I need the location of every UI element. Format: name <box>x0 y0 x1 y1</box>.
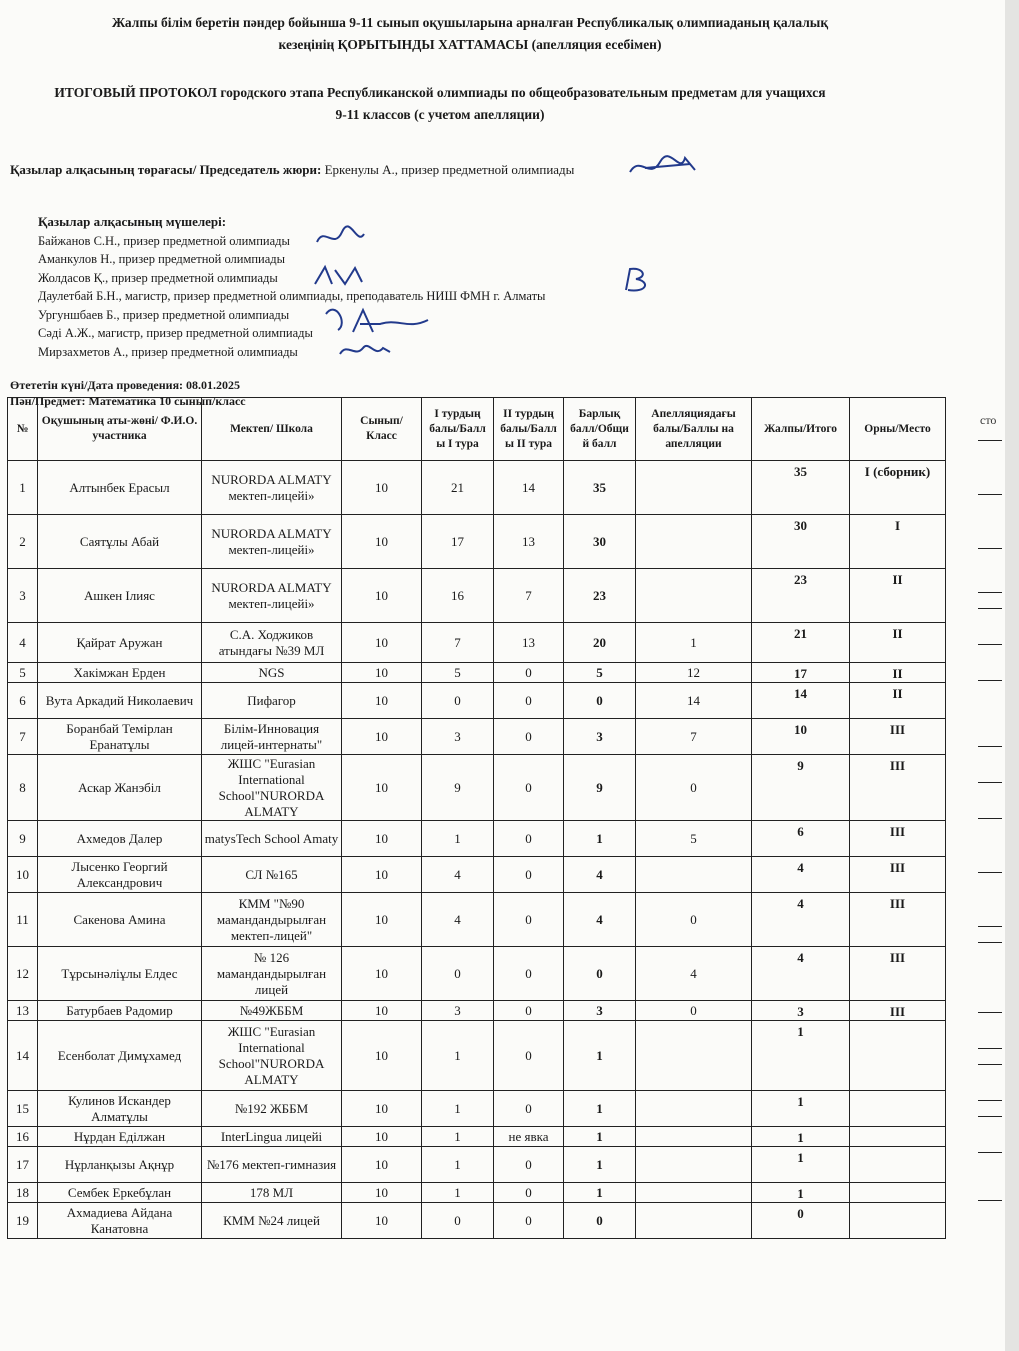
tour1-score: 1 <box>422 821 494 857</box>
participant-name: Сембек Еркебұлан <box>38 1183 202 1203</box>
tour2-score: 0 <box>494 947 564 1001</box>
table-row <box>8 821 946 857</box>
col-header: Сынып/ Класс <box>342 398 422 461</box>
class: 10 <box>342 515 422 569</box>
total-score: 1 <box>564 821 636 857</box>
table-row <box>8 947 946 1001</box>
total-score: 1 <box>564 1127 636 1147</box>
place: II <box>850 623 946 663</box>
total-score: 3 <box>564 719 636 755</box>
total-score: 1 <box>564 1091 636 1127</box>
tour2-score: 13 <box>494 623 564 663</box>
class: 10 <box>342 569 422 623</box>
appeal-score: 14 <box>636 683 752 719</box>
tour1-score: 7 <box>422 623 494 663</box>
tour1-score: 16 <box>422 569 494 623</box>
tour1-score: 4 <box>422 893 494 947</box>
col-header: Жалпы/Итого <box>752 398 850 461</box>
table-row <box>8 515 946 569</box>
jury-members <box>38 213 545 361</box>
participant-name: Ашкен Ілияс <box>38 569 202 623</box>
place <box>850 1021 946 1091</box>
row-number: 13 <box>8 1001 38 1021</box>
jury-member: Жолдасов Қ., призер предметной олимпиады <box>38 270 278 285</box>
tour1-score: 1 <box>422 1021 494 1091</box>
final-total: 1 <box>752 1127 850 1147</box>
row-number: 2 <box>8 515 38 569</box>
date: Өтететін күні/Дата проведения: 08.01.2025 <box>10 378 241 392</box>
jury-member: Сәді А.Ж., магистр, призер предметной олимпиады <box>38 326 313 340</box>
tour2-score: не явка <box>494 1127 564 1147</box>
school-name: № 126 мамандандырылған лицей <box>202 947 342 1001</box>
final-total: 1 <box>752 1021 850 1091</box>
row-number: 4 <box>8 623 38 663</box>
row-number: 11 <box>8 893 38 947</box>
participant-name: Нұрланқызы Ақнұр <box>38 1147 202 1183</box>
tour1-score: 17 <box>422 515 494 569</box>
place: III <box>850 1001 946 1021</box>
tour1-score: 1 <box>422 1183 494 1203</box>
subject: Пән/Предмет: Математика 10 сынып/класс <box>10 394 246 408</box>
table-row <box>8 461 946 515</box>
place: II <box>850 569 946 623</box>
appeal-score: 5 <box>636 821 752 857</box>
total-score: 1 <box>564 1021 636 1091</box>
school-name: №192 ЖББМ <box>202 1091 342 1127</box>
final-total: 6 <box>752 821 850 857</box>
school-name: Пифагор <box>202 683 342 719</box>
row-number: 3 <box>8 569 38 623</box>
participant-name: Батурбаев Радомир <box>38 1001 202 1021</box>
total-score: 4 <box>564 893 636 947</box>
place <box>850 1127 946 1147</box>
school-name: №176 мектеп-гимназия <box>202 1147 342 1183</box>
row-number: 17 <box>8 1147 38 1183</box>
participant-name: Боранбай Темірлан Еранатұлы <box>38 719 202 755</box>
tour2-score: 13 <box>494 515 564 569</box>
tour2-score: 0 <box>494 1147 564 1183</box>
tour2-score: 0 <box>494 1021 564 1091</box>
place <box>850 1147 946 1183</box>
tour2-score: 0 <box>494 719 564 755</box>
total-score: 35 <box>564 461 636 515</box>
appeal-score <box>636 1021 752 1091</box>
appeal-score <box>636 1091 752 1127</box>
table-row <box>8 663 946 683</box>
final-total: 23 <box>752 569 850 623</box>
appeal-score <box>636 1203 752 1239</box>
row-number: 5 <box>8 663 38 683</box>
total-score: 0 <box>564 1203 636 1239</box>
col-header: Оқушының аты-жөні/ Ф.И.О. участника <box>38 398 202 461</box>
place: I <box>850 515 946 569</box>
class: 10 <box>342 1127 422 1147</box>
table-header-row <box>8 398 946 461</box>
col-header: І турдың балы/Балл ы І тура <box>422 398 494 461</box>
school-name: СЛ №165 <box>202 857 342 893</box>
header-ru <box>0 82 880 126</box>
jury-member: Байжанов С.Н., призер предметной олимпиады <box>38 233 290 248</box>
class: 10 <box>342 683 422 719</box>
tour1-score: 3 <box>422 719 494 755</box>
school-name: КММ №24 лицей <box>202 1203 342 1239</box>
place: III <box>850 719 946 755</box>
member-signature <box>335 336 395 362</box>
participant-name: Сакенова Амина <box>38 893 202 947</box>
class: 10 <box>342 1021 422 1091</box>
tour2-score: 0 <box>494 857 564 893</box>
tour2-score: 0 <box>494 1001 564 1021</box>
table-row <box>8 623 946 663</box>
school-name: NURORDA ALMATY мектеп-лицейі» <box>202 569 342 623</box>
tour2-score: 14 <box>494 461 564 515</box>
chair-signature <box>625 150 705 186</box>
header-kz-line2: кезеңінің ҚОРЫТЫНДЫ ХАТТАМАСЫ (апелляция есебімен) <box>278 37 662 52</box>
table-row <box>8 1001 946 1021</box>
tour2-score: 0 <box>494 1091 564 1127</box>
total-score: 1 <box>564 1183 636 1203</box>
row-number: 10 <box>8 857 38 893</box>
row-number: 16 <box>8 1127 38 1147</box>
total-score: 0 <box>564 947 636 1001</box>
participant-name: Саятұлы Абай <box>38 515 202 569</box>
final-total: 21 <box>752 623 850 663</box>
col-header: № <box>8 398 38 461</box>
total-score: 5 <box>564 663 636 683</box>
table-row <box>8 683 946 719</box>
place: III <box>850 893 946 947</box>
jury-member: Мирзахметов А., призер предметной олимпиады <box>38 344 298 359</box>
class: 10 <box>342 1001 422 1021</box>
school-name: InterLingua лицейі <box>202 1127 342 1147</box>
tour2-score: 0 <box>494 1183 564 1203</box>
class: 10 <box>342 663 422 683</box>
appeal-score <box>636 857 752 893</box>
participant-name: Ахмедов Далер <box>38 821 202 857</box>
row-number: 12 <box>8 947 38 1001</box>
table-row <box>8 1091 946 1127</box>
row-number: 6 <box>8 683 38 719</box>
tour2-score: 0 <box>494 683 564 719</box>
results-table <box>7 397 946 1239</box>
jury-chair-label: Қазылар алқасының төрағасы/ Председатель жюри: <box>10 162 322 177</box>
tour2-score: 7 <box>494 569 564 623</box>
jury-member: Ургуншбаев Б., призер предметной олимпиады <box>38 307 290 322</box>
class: 10 <box>342 893 422 947</box>
school-name: 178 МЛ <box>202 1183 342 1203</box>
appeal-score <box>636 1183 752 1203</box>
header-kz <box>20 12 920 56</box>
participant-name: Кулинов Искандер Алматұлы <box>38 1091 202 1127</box>
class: 10 <box>342 719 422 755</box>
member-signature <box>310 262 370 292</box>
final-total: 14 <box>752 683 850 719</box>
appeal-score <box>636 569 752 623</box>
participant-name: Хакімжан Ерден <box>38 663 202 683</box>
appeal-score: 1 <box>636 623 752 663</box>
class: 10 <box>342 947 422 1001</box>
appeal-score: 12 <box>636 663 752 683</box>
table-body <box>8 461 946 1239</box>
place: I (сборник) <box>850 461 946 515</box>
jury-chair <box>10 162 574 178</box>
participant-name: Вута Аркадий Николаевич <box>38 683 202 719</box>
tour1-score: 3 <box>422 1001 494 1021</box>
header-ru-line1: ИТОГОВЫЙ ПРОТОКОЛ городского этапа Республиканской олимпиады по общеобразовательным предметам для учащихся <box>54 85 826 100</box>
total-score: 23 <box>564 569 636 623</box>
place <box>850 1183 946 1203</box>
school-name: matysTech School Amaty <box>202 821 342 857</box>
appeal-score: 7 <box>636 719 752 755</box>
tour1-score: 9 <box>422 755 494 821</box>
member-signature <box>312 222 372 254</box>
header-kz-line1: Жалпы білім беретін пәндер бойынша 9-11 сынып оқушыларына арналған Республикалық олимпиаданың қалалық <box>111 15 829 30</box>
appeal-score: 0 <box>636 755 752 821</box>
place <box>850 1203 946 1239</box>
col-header: Орны/Место <box>850 398 946 461</box>
row-number: 9 <box>8 821 38 857</box>
table-row <box>8 719 946 755</box>
participant-name: Лысенко Георгий Александрович <box>38 857 202 893</box>
final-total: 1 <box>752 1147 850 1183</box>
row-number: 14 <box>8 1021 38 1091</box>
total-score: 9 <box>564 755 636 821</box>
place: II <box>850 683 946 719</box>
tour2-score: 0 <box>494 755 564 821</box>
appeal-score <box>636 1127 752 1147</box>
school-name: ЖШС "Eurasian International School"NURORDA ALMATY <box>202 755 342 821</box>
class: 10 <box>342 821 422 857</box>
table-row <box>8 1147 946 1183</box>
class: 10 <box>342 755 422 821</box>
place: II <box>850 663 946 683</box>
final-total: 10 <box>752 719 850 755</box>
final-total: 30 <box>752 515 850 569</box>
total-score: 4 <box>564 857 636 893</box>
member-signature <box>318 300 448 340</box>
school-name: С.А. Ходжиков атындағы №39 МЛ <box>202 623 342 663</box>
total-score: 1 <box>564 1147 636 1183</box>
row-number: 19 <box>8 1203 38 1239</box>
tour1-score: 0 <box>422 1203 494 1239</box>
participant-name: Қайрат Аружан <box>38 623 202 663</box>
appeal-score <box>636 1147 752 1183</box>
table-row <box>8 1183 946 1203</box>
place: III <box>850 821 946 857</box>
row-number: 18 <box>8 1183 38 1203</box>
total-score: 3 <box>564 1001 636 1021</box>
appeal-score: 4 <box>636 947 752 1001</box>
participant-name: Нұрдан Еділжан <box>38 1127 202 1147</box>
member-signature <box>618 265 658 295</box>
col-header: ІІ турдың балы/Балл ы ІІ тура <box>494 398 564 461</box>
tour2-score: 0 <box>494 663 564 683</box>
row-number: 8 <box>8 755 38 821</box>
table-row <box>8 755 946 821</box>
col-header: Мектеп/ Школа <box>202 398 342 461</box>
tour1-score: 4 <box>422 857 494 893</box>
tour1-score: 1 <box>422 1147 494 1183</box>
tour1-score: 21 <box>422 461 494 515</box>
school-name: NGS <box>202 663 342 683</box>
final-total: 9 <box>752 755 850 821</box>
school-name: NURORDA ALMATY мектеп-лицейі» <box>202 461 342 515</box>
final-total: 3 <box>752 1001 850 1021</box>
jury-members-title: Қазылар алқасының мүшелері: <box>38 214 227 229</box>
class: 10 <box>342 461 422 515</box>
row-number: 1 <box>8 461 38 515</box>
school-name: ЖШС "Eurasian International School"NURORDA ALMATY <box>202 1021 342 1091</box>
participant-name: Тұрсынәліұлы Елдес <box>38 947 202 1001</box>
tour1-score: 1 <box>422 1127 494 1147</box>
class: 10 <box>342 1147 422 1183</box>
class: 10 <box>342 857 422 893</box>
table-row <box>8 857 946 893</box>
school-name: Білім-Инновация лицей-интернаты" <box>202 719 342 755</box>
adjacent-page-lines <box>978 440 1002 1240</box>
table-row <box>8 1203 946 1239</box>
total-score: 30 <box>564 515 636 569</box>
tour1-score: 0 <box>422 947 494 1001</box>
adjacent-page-text: сто <box>980 413 997 427</box>
place <box>850 1091 946 1127</box>
table-row <box>8 893 946 947</box>
participant-name: Есенболат Димұхамед <box>38 1021 202 1091</box>
final-total: 1 <box>752 1091 850 1127</box>
appeal-score <box>636 515 752 569</box>
appeal-score: 0 <box>636 1001 752 1021</box>
school-name: №49ЖББМ <box>202 1001 342 1021</box>
col-header: Апелляциядағы балы/Баллы на апелляции <box>636 398 752 461</box>
total-score: 20 <box>564 623 636 663</box>
row-number: 15 <box>8 1091 38 1127</box>
class: 10 <box>342 1203 422 1239</box>
final-total: 4 <box>752 893 850 947</box>
page-edge <box>1005 0 1019 1351</box>
school-name: NURORDA ALMATY мектеп-лицейі» <box>202 515 342 569</box>
final-total: 1 <box>752 1183 850 1203</box>
tour1-score: 1 <box>422 1091 494 1127</box>
table-row <box>8 1127 946 1147</box>
tour2-score: 0 <box>494 893 564 947</box>
class: 10 <box>342 623 422 663</box>
class: 10 <box>342 1091 422 1127</box>
final-total: 17 <box>752 663 850 683</box>
place: III <box>850 947 946 1001</box>
row-number: 7 <box>8 719 38 755</box>
tour2-score: 0 <box>494 1203 564 1239</box>
table-row <box>8 569 946 623</box>
place: III <box>850 857 946 893</box>
participant-name: Ахмадиева Айдана Канатовна <box>38 1203 202 1239</box>
col-header: Барлық балл/Общи й балл <box>564 398 636 461</box>
total-score: 0 <box>564 683 636 719</box>
final-total: 0 <box>752 1203 850 1239</box>
final-total: 4 <box>752 857 850 893</box>
final-total: 4 <box>752 947 850 1001</box>
final-total: 35 <box>752 461 850 515</box>
table-row <box>8 1021 946 1091</box>
jury-member: Аманкулов Н., призер предметной олимпиады <box>38 252 286 266</box>
tour2-score: 0 <box>494 821 564 857</box>
appeal-score: 0 <box>636 893 752 947</box>
place: III <box>850 755 946 821</box>
header-ru-line2: 9-11 классов (с учетом апелляции) <box>335 107 545 122</box>
jury-chair-name: Еркенулы А., призер предметной олимпиады <box>324 162 575 177</box>
appeal-score <box>636 461 752 515</box>
participant-name: Аскар Жанэбіл <box>38 755 202 821</box>
tour1-score: 5 <box>422 663 494 683</box>
class: 10 <box>342 1183 422 1203</box>
tour1-score: 0 <box>422 683 494 719</box>
jury-member: Даулетбай Б.Н., магистр, призер предметной олимпиады, преподаватель НИШ ФМН г. Алматы <box>38 289 546 303</box>
participant-name: Алтынбек Ерасыл <box>38 461 202 515</box>
school-name: КММ "№90 мамандандырылған мектеп-лицей" <box>202 893 342 947</box>
